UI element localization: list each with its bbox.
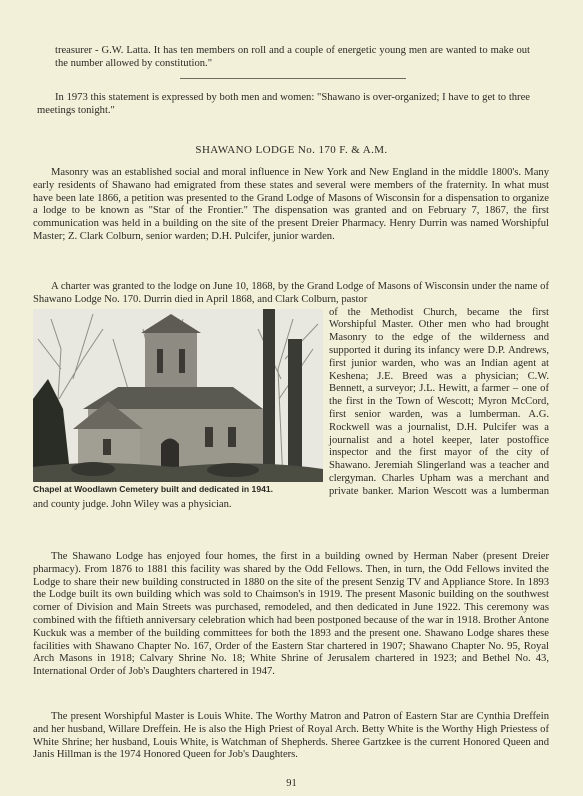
photo-figure [33, 309, 323, 495]
section-divider [180, 78, 406, 79]
photo-caption: Chapel at Woodlawn Cemetery built and dedicated in 1941. [33, 483, 274, 494]
body-paragraph-2-lead: A charter was granted to the lodge on June 10, 1868, by the Grand Lodge of Masons of Wisconsin under the name of Shawano Lodge No. 170. Durrin died in April 1868, and Clark Colburn, pastor [33, 281, 549, 305]
intro-paragraph-2: In 1973 this statement is expressed by both men and women: "Shawano is over-organized; I have to get to three meetings tonight." [37, 92, 530, 116]
section-heading: SHAWANO LODGE No. 170 F. & A.M. [195, 144, 388, 156]
page-number: 91 [286, 778, 297, 789]
body-paragraph-2-rest: of the Methodist Church, became the first Worshipful Master. Other men who had brought Masonry to the edge of the wilderness and supported it during its infancy were D.P. Andrews, first junior warden, who was an Indian agent at Keshena; J.E. Breed was a physician; C.W. Bennett, a surveyor; J.L. Hewitt, a farmer – one of the first in the Town of Wescott; Myron McCord, first senior warden, was a lumberman. A.G. Rockwell was a journalist, D.H. Pulcifer was a journalist and a hotel keeper, later postoffice inspector and the first mayor of the city of Shawano. Jeremiah Slingerland was a teacher and clergyman. Charles Upham was a merchant and private banker. Marion Wescott was a lumberman and county judge. John Wiley was a physician. [33, 306, 549, 510]
body-paragraph-3: The Shawano Lodge has enjoyed four homes, the first in a building owned by Herman Naber (present Dreier pharmacy). From 1876 to 1881 this facility was shared by the Odd Fellows. Then, in turn, the Odd Fellows invited the Lodge to share their new building constructed in 1880 on the site of the present Senzig TV and Appliance Store. In 1893 the Lodge built its own building which was sold to Chaimson's in 1919. The present Masonic building on the southwest corner of Division and Main Streets was purchased, remodeled, and then dedicated in June 1922. This ceremony was combined with the fiftieth anniversary celebration which had been postponed because of the war in 1918. Brother Antone Kuckuk was a member of the building committees for both the 1893 and the present one. Shawano Lodge shares these facilities with Shawano Chapter No. 167, Order of the Eastern Star chartered in 1907; Shawano Chapter No. 95, Royal Arch Masons in 1918; Calvary Shrine No. 18; White Shrine of Jerusalem chartered in 1923; and Bethel No. 43, International Order of Job's Daughters chartered in 1947. [33, 551, 549, 678]
body-paragraph-2 [33, 281, 549, 511]
body-paragraph-1: Masonry was an established social and moral influence in New York and New England in the middle 1800's. Many early residents of Shawano had emigrated from these states and several were members of the fraternity. In what must have been late 1866, a petition was presented to the Grand Lodge of Masons of Wisconsin for a dispensation to organize a lodge to be known as "Star of the Frontier." The dispensation was granted and on February 7, 1867, the first communication was held in a building on the site of the present Dreier Pharmacy. Henry Durrin was named Worshipful Master; Z. Clark Colburn, senior warden; D.H. Pulcifer, junior warden. [33, 167, 549, 242]
chapel-photo [33, 309, 323, 482]
intro-paragraph-1: treasurer - G.W. Latta. It has ten members on roll and a couple of energetic young men are wanted to make out the number allowed by constitution." [55, 45, 530, 69]
body-paragraph-4: The present Worshipful Master is Louis White. The Worthy Matron and Patron of Eastern Star are Cynthia Dreffein and her husband, Willare Dreffein. He is also the High Priest of Royal Arch. Betty White is the Worthy High Priestess of White Shrine; her husband, Louis White, is Watchman of Shepherds. Sheree Gartzkee is the current Honored Queen and Janis Hillman is the 1974 Honored Queen for Job's Daughters. [33, 711, 549, 761]
